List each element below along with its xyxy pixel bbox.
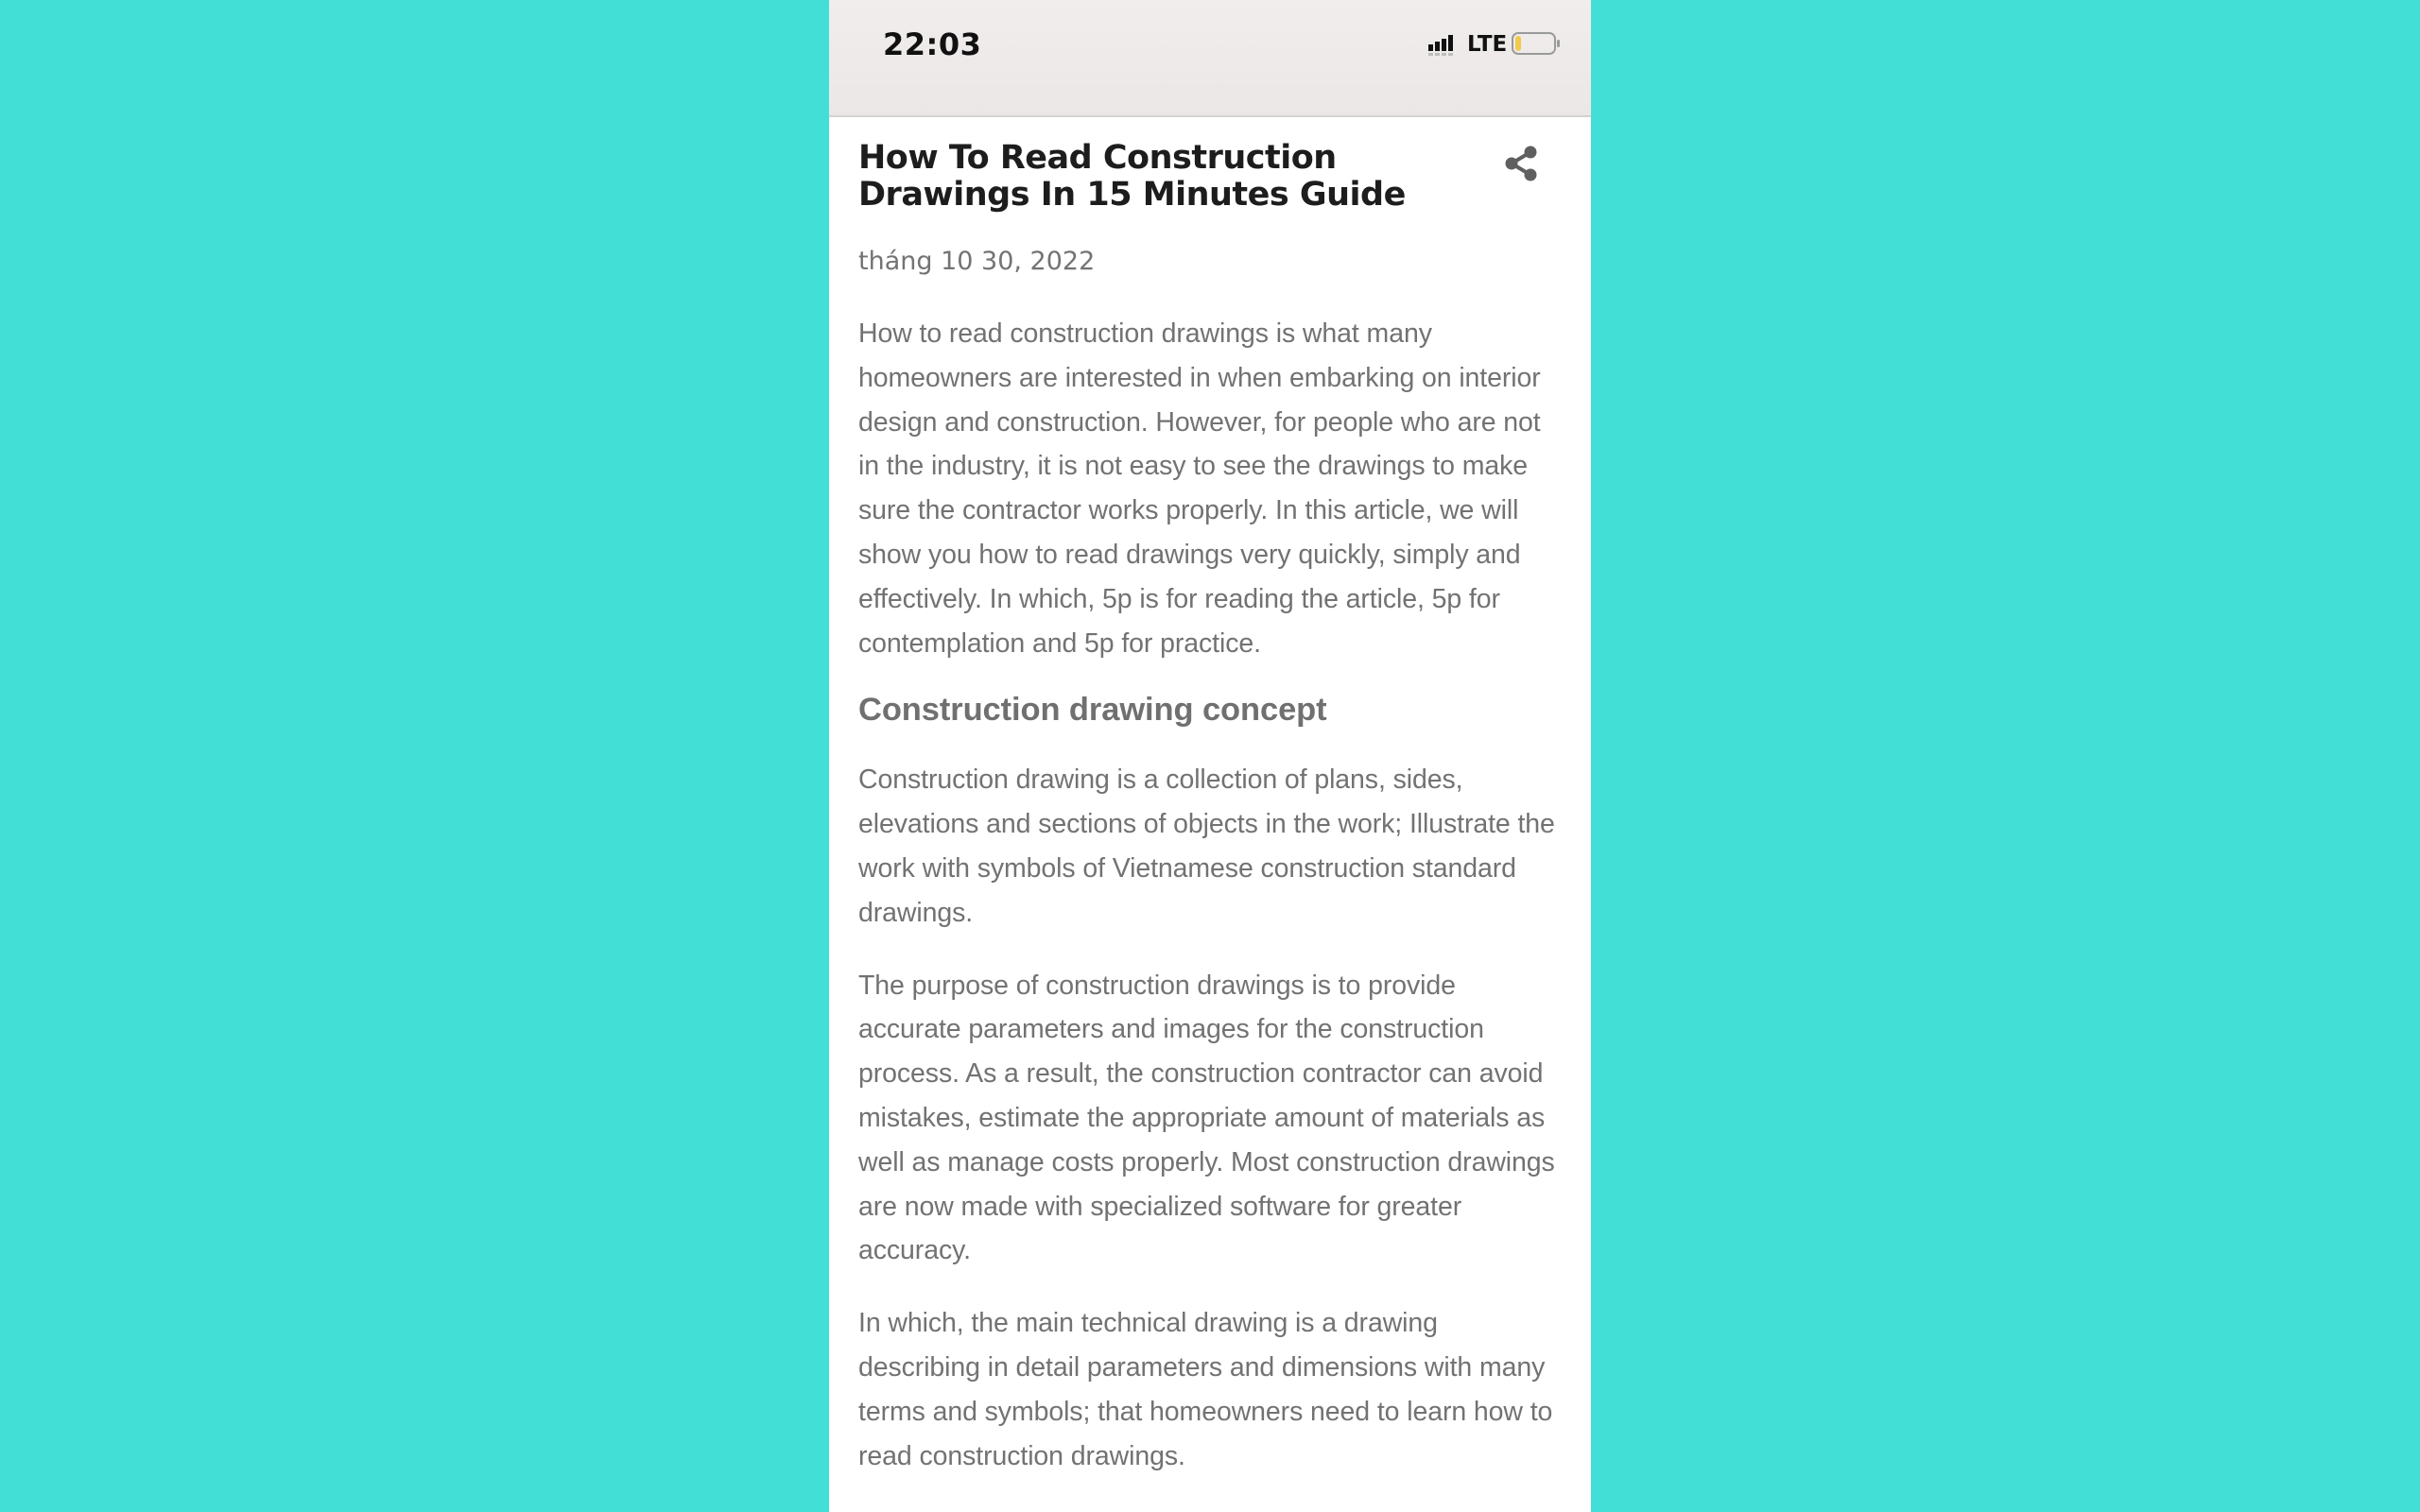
share-button[interactable] <box>1499 142 1543 185</box>
article-paragraph: In which, the main technical drawing is a drawing describing in detail parameters and dimensions with many terms and symbols; that homeowners need to learn how to read construction drawings. <box>858 1308 1553 1471</box>
article-body <box>858 312 1565 1478</box>
article-paragraph: How to read construction drawings is what many homeowners are interested in when embarking on interior design and construction. However, for people who are not in the industry, it is not easy to see the drawings to make sure the contractor works properly. In this article, we will show you how to read drawings very quickly, simply and effectively. In which, 5p is for reading the article, 5p for contemplation and 5p for practice. <box>858 318 1541 659</box>
article-paragraph: Construction drawing is a collection of plans, sides, elevations and sections of objects in the work; Illustrate the work with symbols of Vietnamese construction standard drawings. <box>858 765 1555 928</box>
article-title: How To Read Construction Drawings In 15 Minutes Guide <box>858 139 1406 214</box>
network-type-label: LTE <box>1467 32 1508 57</box>
section-heading: Construction drawing concept <box>858 692 1327 729</box>
status-time: 22:03 <box>883 26 982 62</box>
article-date: tháng 10 30, 2022 <box>858 247 1096 276</box>
article <box>858 117 1565 1506</box>
status-bar <box>829 0 1591 117</box>
article-paragraph: The purpose of construction drawings is to provide accurate parameters and images for the construction process. As a result, the construction contractor can avoid mistakes, estimate the appropriate amount of materials as well as manage costs properly. Most construction drawings are now made with specialized software for greater accuracy. <box>858 970 1555 1266</box>
cell-signal-icon <box>1428 32 1461 57</box>
phone-screen <box>829 0 1591 1512</box>
battery-low-icon <box>1512 31 1561 56</box>
share-icon <box>1503 145 1539 182</box>
